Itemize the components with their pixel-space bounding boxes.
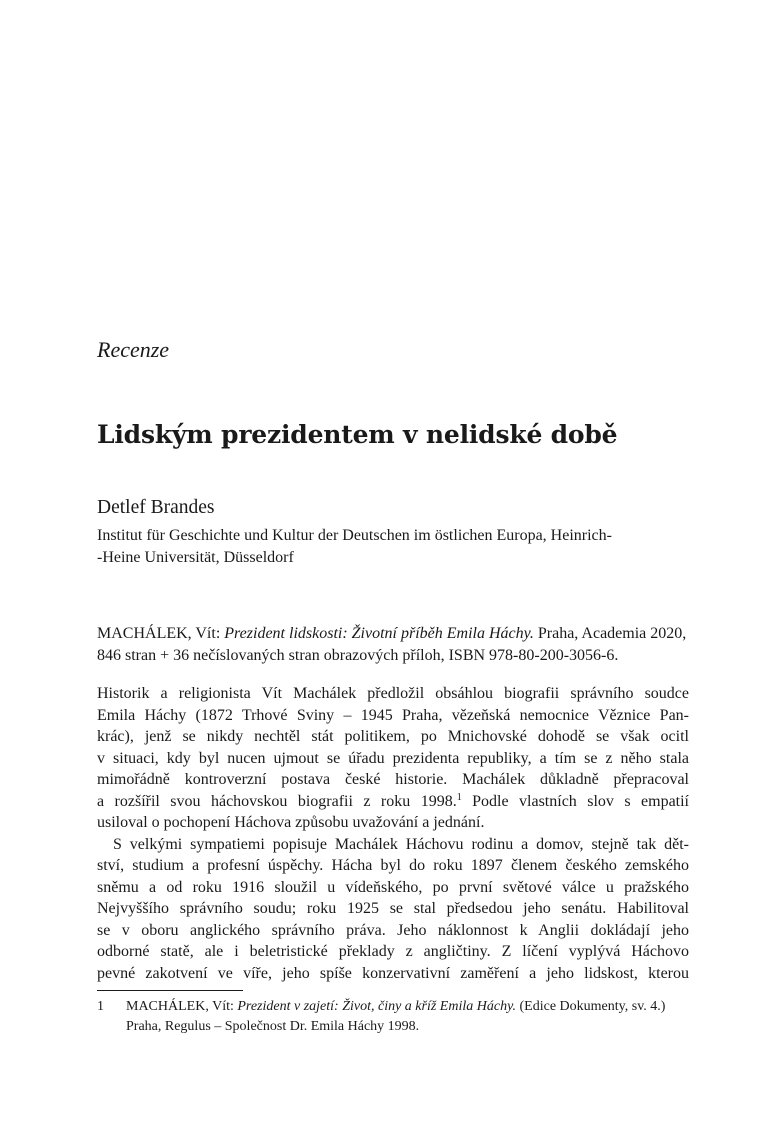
body-line: se v oboru anglického správního práva. Jeho náklonnost k Anglii dokládají jeho	[97, 921, 689, 939]
body-line: ství, studium a profesní úspěchy. Hácha byl do roku 1897 členem českého zemského	[97, 857, 689, 874]
article-title: Lidským prezidentem v nelidské době	[97, 420, 618, 449]
body-line: mimořádně kontroverzní postava české historie. Machálek důkladně přepracoval	[97, 771, 689, 788]
document-page	[97, 0, 689, 1131]
citation-line-1	[97, 623, 689, 645]
body-line: usiloval o pochopení Háchova způsobu uvažování a jednání.	[97, 814, 485, 831]
footnote-title: Prezident v zajetí: Život, činy a kříž Emila Háchy.	[237, 999, 517, 1014]
section-label: Recenze	[97, 337, 170, 362]
body-line: Nejvyššího správního soudu; roku 1925 se stal předsedou jeho senátu. Habilitoval	[97, 900, 689, 917]
author-affiliation	[97, 525, 689, 569]
footnote-line-2: Praha, Regulus – Společnost Dr. Emila Háchy 1998.	[126, 1019, 420, 1034]
body-line: sněmu a od roku 1916 sloužil u vídeňského, po první světové válce u pražského	[97, 878, 689, 896]
body-line-with-note	[97, 791, 689, 813]
author-name: Detlef Brandes	[97, 497, 215, 518]
article-body	[97, 683, 689, 984]
footnote-reference[interactable]: 1	[456, 791, 462, 803]
footnote-line-1	[126, 997, 689, 1017]
body-line: pevné zakotvení ve víře, jeho spíše konzervativní zaměření a jeho lidskost, kterou	[97, 964, 689, 982]
footnote-author: MACHÁLEK, Vít:	[126, 999, 238, 1014]
affiliation-line-2: -Heine Universität, Düsseldorf	[97, 549, 294, 566]
body-line: S velkými sympatiemi popisuje Machálek Háchovu rodinu a domov, stejně tak dět-	[113, 835, 689, 853]
body-line: Historik a religionista Vít Machálek předložil obsáhlou biografii správního soudce	[97, 685, 689, 702]
body-line: odborné statě, ale i beletristické překlady z angličtiny. Z líčení vyplývá Háchovo	[97, 943, 689, 960]
citation-book-title: Prezident lidskosti: Životní příběh Emila Háchy.	[224, 625, 534, 642]
citation-author: MACHÁLEK, Vít:	[97, 625, 225, 642]
body-line: Emila Háchy (1872 Trhové Sviny – 1945 Praha, vězeňská nemocnice Věznice Pan-	[97, 706, 689, 724]
body-line: v situaci, kdy byl nucen ujmout se úřadu prezidenta republiky, a tím se z něho stala	[97, 749, 689, 767]
citation-publisher: Praha, Academia 2020,	[533, 625, 687, 642]
footnote-series: (Edice Dokumenty, sv. 4.)	[516, 999, 666, 1014]
reviewed-book-citation	[97, 623, 689, 666]
footnote-divider	[97, 990, 243, 991]
body-text: a rozšířil svou háchovskou biografii z roku 1998.	[97, 792, 457, 810]
footnote-number: 1	[97, 999, 104, 1014]
paragraph-1	[97, 683, 689, 834]
citation-line-2: 846 stran + 36 nečíslovaných stran obrazových příloh, ISBN 978-80-200-3056-6.	[97, 646, 619, 664]
body-text: Podle vlastních slov s empatií	[461, 792, 690, 810]
body-line: krác), jenž se nikdy nechtěl stát politikem, po Mnichovské dohodě se však ocitl	[97, 728, 689, 745]
footnote-text	[126, 997, 689, 1037]
paragraph-2	[97, 834, 689, 985]
affiliation-line-1: Institut für Geschichte und Kultur der Deutschen im östlichen Europa, Heinrich-	[97, 527, 612, 544]
